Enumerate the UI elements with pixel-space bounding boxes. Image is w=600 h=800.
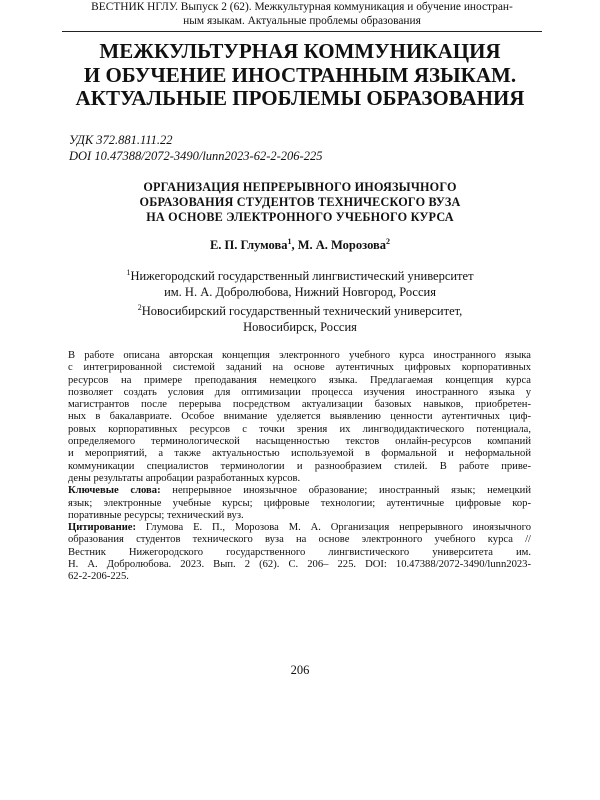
affiliation-2-line-2: Новосибирск, Россия	[243, 320, 357, 335]
author-separator: ,	[291, 238, 298, 253]
affiliation-2-name: Новосибирский государственный технический университет,	[141, 304, 463, 319]
affiliation-1-name: Нижегородский государственный лингвистический университет	[130, 269, 474, 284]
abstract-line: коммуникации специалистов терминологии и разнообразием стилей. В работе приве-	[68, 460, 531, 472]
article-title-line: ОБРАЗОВАНИЯ СТУДЕНТОВ ТЕХНИЧЕСКОГО ВУЗА	[139, 195, 461, 210]
abstract-line: магистрантов после перерыва посредством актуализации базовых навыков, приобретен-	[68, 399, 531, 411]
abstract-line: определяемого терминологической насыщенностью текстов онлайн-ресурсов компаний	[68, 436, 531, 448]
section-title-line: АКТУАЛЬНЫЕ ПРОБЛЕМЫ ОБРАЗОВАНИЯ	[75, 86, 525, 110]
abstract-line: ровых корпоративных ресурсов с точки зрения их лингводидактического потенциала,	[68, 423, 531, 435]
article-title-line: ОРГАНИЗАЦИЯ НЕПРЕРЫВНОГО ИНОЯЗЫЧНОГО	[143, 180, 457, 194]
abstract-block	[68, 350, 531, 584]
authors	[62, 237, 538, 253]
article-title-line: НА ОСНОВЕ ЭЛЕКТРОННОГО УЧЕБНОГО КУРСА	[146, 210, 454, 225]
page-number: 206	[290, 663, 310, 677]
affiliation-1-mark: 1	[126, 268, 131, 277]
udk-code: УДК 372.881.111.22	[69, 133, 173, 147]
keywords-text: непрерывное иноязычное образование; иностранный язык; немецкий	[160, 485, 531, 497]
citation-line: Н. А. Добролюбова. 2023. Вып. 2 (62). С. 206– 225. DOI: 10.47388/2072-3490/lunn2023-	[68, 559, 531, 571]
affiliations	[62, 265, 538, 335]
author-1: Е. П. Глумова	[209, 238, 288, 253]
article-title	[62, 180, 538, 226]
keywords-label: Ключевые слова:	[68, 485, 161, 497]
citation-text: Глумова Е. П., Морозова М. А. Организация непрерывного иноязычного	[136, 522, 531, 534]
citation-line	[68, 522, 531, 534]
running-head-line-2: ным языкам. Актуальные проблемы образования	[183, 14, 421, 27]
header-divider	[62, 31, 542, 32]
abstract-line: позволяет создать условия для оптимизации процесса изучения иностранного языка у	[68, 386, 531, 398]
abstract-line: с интегрированной системой заданий на основе аутентичных цифровых корпоративных	[68, 362, 531, 374]
affiliation-2-line-1	[62, 300, 538, 319]
author-1-affiliation-mark: 1	[287, 237, 292, 246]
section-title	[62, 40, 538, 111]
citation-line: 62-2-206-225.	[68, 571, 129, 583]
citation-line: образования студентов технического вуза на основе электронного учебного курса //	[68, 534, 531, 546]
section-title-line: МЕЖКУЛЬТУРНАЯ КОММУНИКАЦИЯ	[99, 39, 501, 63]
section-title-line: И ОБУЧЕНИЕ ИНОСТРАННЫМ ЯЗЫКАМ.	[83, 62, 517, 87]
keywords-line	[68, 485, 531, 497]
affiliation-1-line-2: им. Н. А. Добролюбова, Нижний Новгород, Россия	[164, 285, 436, 300]
affiliation-1-line-1	[62, 265, 538, 284]
citation-line: Вестник Нижегородского государственного лингвистического университета им.	[68, 546, 531, 558]
author-2-affiliation-mark: 2	[386, 237, 391, 246]
abstract-line: и мероприятий, а также актуальностью используемой в формальной и неформальной	[68, 448, 531, 460]
udk-doi-block	[69, 133, 322, 164]
abstract-line: ных в бакалавриате. Особое внимание уделяется выявлению ценности аутентичных циф-	[68, 411, 531, 423]
abstract-line: ресурсов на примере преподавания немецкого языка. Предлагаемая концепция курса	[68, 374, 531, 386]
abstract-line: дены результаты апробации разработанных курсов.	[68, 472, 301, 484]
keywords-line: язык; электронные учебные курсы; цифровые технологии; аутентичные цифровые кор-	[68, 497, 531, 509]
citation-label: Цитирование:	[68, 522, 137, 534]
keywords-line: поративные ресурсы; технический вуз.	[68, 509, 244, 521]
author-2: М. А. Морозова	[297, 238, 387, 253]
running-head-line-1: ВЕСТНИК НГЛУ. Выпуск 2 (62). Межкультурная коммуникация и обучение иностран-	[91, 1, 513, 13]
running-head	[62, 1, 542, 28]
abstract-line: В работе описана авторская концепция электронного учебного курса иностранного языка	[68, 350, 531, 361]
affiliation-2-mark: 2	[137, 303, 142, 313]
doi-code: DOI 10.47388/2072-3490/lunn2023-62-2-206-225	[69, 148, 323, 163]
